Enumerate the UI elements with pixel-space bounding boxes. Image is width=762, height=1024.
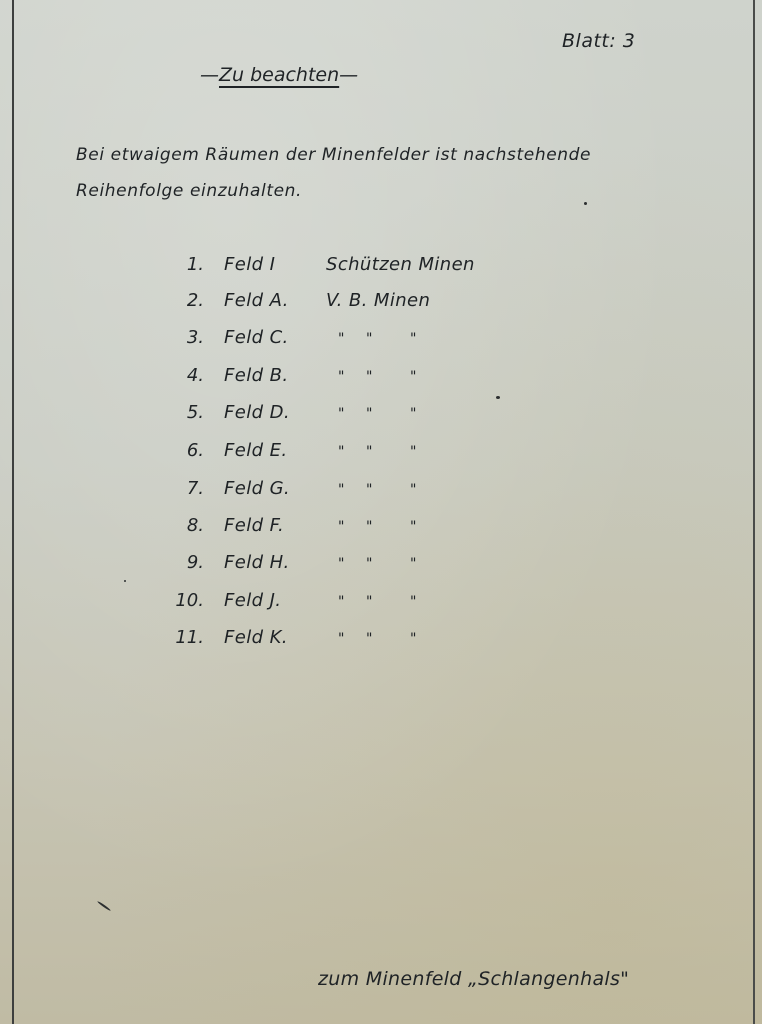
list-item: [0, 478, 762, 508]
ditto-mark: ": [338, 331, 345, 347]
list-item-field: Feld E.: [224, 440, 288, 461]
ditto-mark: ": [366, 331, 373, 347]
list-item-field: Feld I: [224, 254, 276, 275]
list-item-number: 11.: [175, 627, 204, 648]
list-item-number: 1.: [186, 254, 204, 275]
list-item-number: 10.: [175, 590, 204, 611]
paper-speck: [584, 202, 587, 205]
ditto-mark: ": [338, 482, 345, 498]
intro-line-1: Bei etwaigem Räumen der Minenfelder ist nachstehende: [76, 145, 592, 165]
list-item-number: 8.: [186, 515, 204, 536]
ditto-mark: ": [410, 631, 417, 647]
ditto-mark: ": [410, 406, 417, 422]
ditto-mark: ": [366, 406, 373, 422]
heading-title: Zu beachten: [219, 64, 340, 86]
list-item-field: Feld C.: [224, 327, 289, 348]
list-item: [0, 290, 762, 320]
list-item-field: Feld K.: [224, 627, 288, 648]
list-item-field: Feld B.: [224, 365, 289, 386]
list-item-number: 4.: [186, 365, 204, 386]
sheet-number: Blatt: 3: [562, 30, 636, 52]
ditto-mark: ": [366, 631, 373, 647]
list-item-number: 2.: [186, 290, 204, 311]
ditto-mark: ": [338, 594, 345, 610]
list-item: [0, 327, 762, 357]
list-item: [0, 402, 762, 432]
ditto-mark: ": [366, 369, 373, 385]
paper-speck: [496, 396, 500, 399]
list-item-number: 7.: [186, 478, 204, 499]
list-item: [0, 254, 762, 284]
list-item-number: 3.: [186, 327, 204, 348]
list-item-field: Feld F.: [224, 515, 285, 536]
list-item: [0, 552, 762, 582]
heading-dash-right: —: [339, 64, 359, 86]
ditto-mark: ": [338, 556, 345, 572]
list-item: [0, 627, 762, 657]
ditto-mark: ": [366, 556, 373, 572]
ditto-mark: ": [366, 594, 373, 610]
ditto-mark: ": [410, 556, 417, 572]
ditto-mark: ": [366, 444, 373, 460]
list-item-number: 5.: [186, 402, 204, 423]
list-item: [0, 365, 762, 395]
ditto-mark: ": [410, 482, 417, 498]
footer-caption: zum Minenfeld „Schlangenhals": [318, 968, 630, 990]
ditto-mark: ": [338, 519, 345, 535]
list-item-field: Feld A.: [224, 290, 289, 311]
ditto-mark: ": [366, 482, 373, 498]
ditto-mark: ": [410, 594, 417, 610]
ditto-mark: ": [410, 369, 417, 385]
ditto-mark: ": [338, 369, 345, 385]
ditto-mark: ": [410, 331, 417, 347]
intro-line-2: Reihenfolge einzuhalten.: [76, 181, 303, 201]
list-item: [0, 515, 762, 545]
list-item-field: Feld H.: [224, 552, 290, 573]
ditto-mark: ": [338, 631, 345, 647]
list-item-mine-type: V. B. Minen: [326, 290, 431, 311]
heading: [200, 64, 358, 86]
ditto-mark: ": [338, 444, 345, 460]
paper-speck: [124, 580, 126, 582]
list-item: [0, 590, 762, 620]
ditto-mark: ": [410, 519, 417, 535]
list-item-number: 9.: [186, 552, 204, 573]
list-item-field: Feld G.: [224, 478, 291, 499]
ditto-mark: ": [410, 444, 417, 460]
list-item-field: Feld D.: [224, 402, 290, 423]
ditto-mark: ": [366, 519, 373, 535]
list-item-field: Feld J.: [224, 590, 282, 611]
list-item: [0, 440, 762, 470]
ditto-mark: ": [338, 406, 345, 422]
list-item-mine-type: Schützen Minen: [326, 254, 475, 275]
heading-dash-left: —: [200, 64, 219, 86]
list-item-number: 6.: [186, 440, 204, 461]
